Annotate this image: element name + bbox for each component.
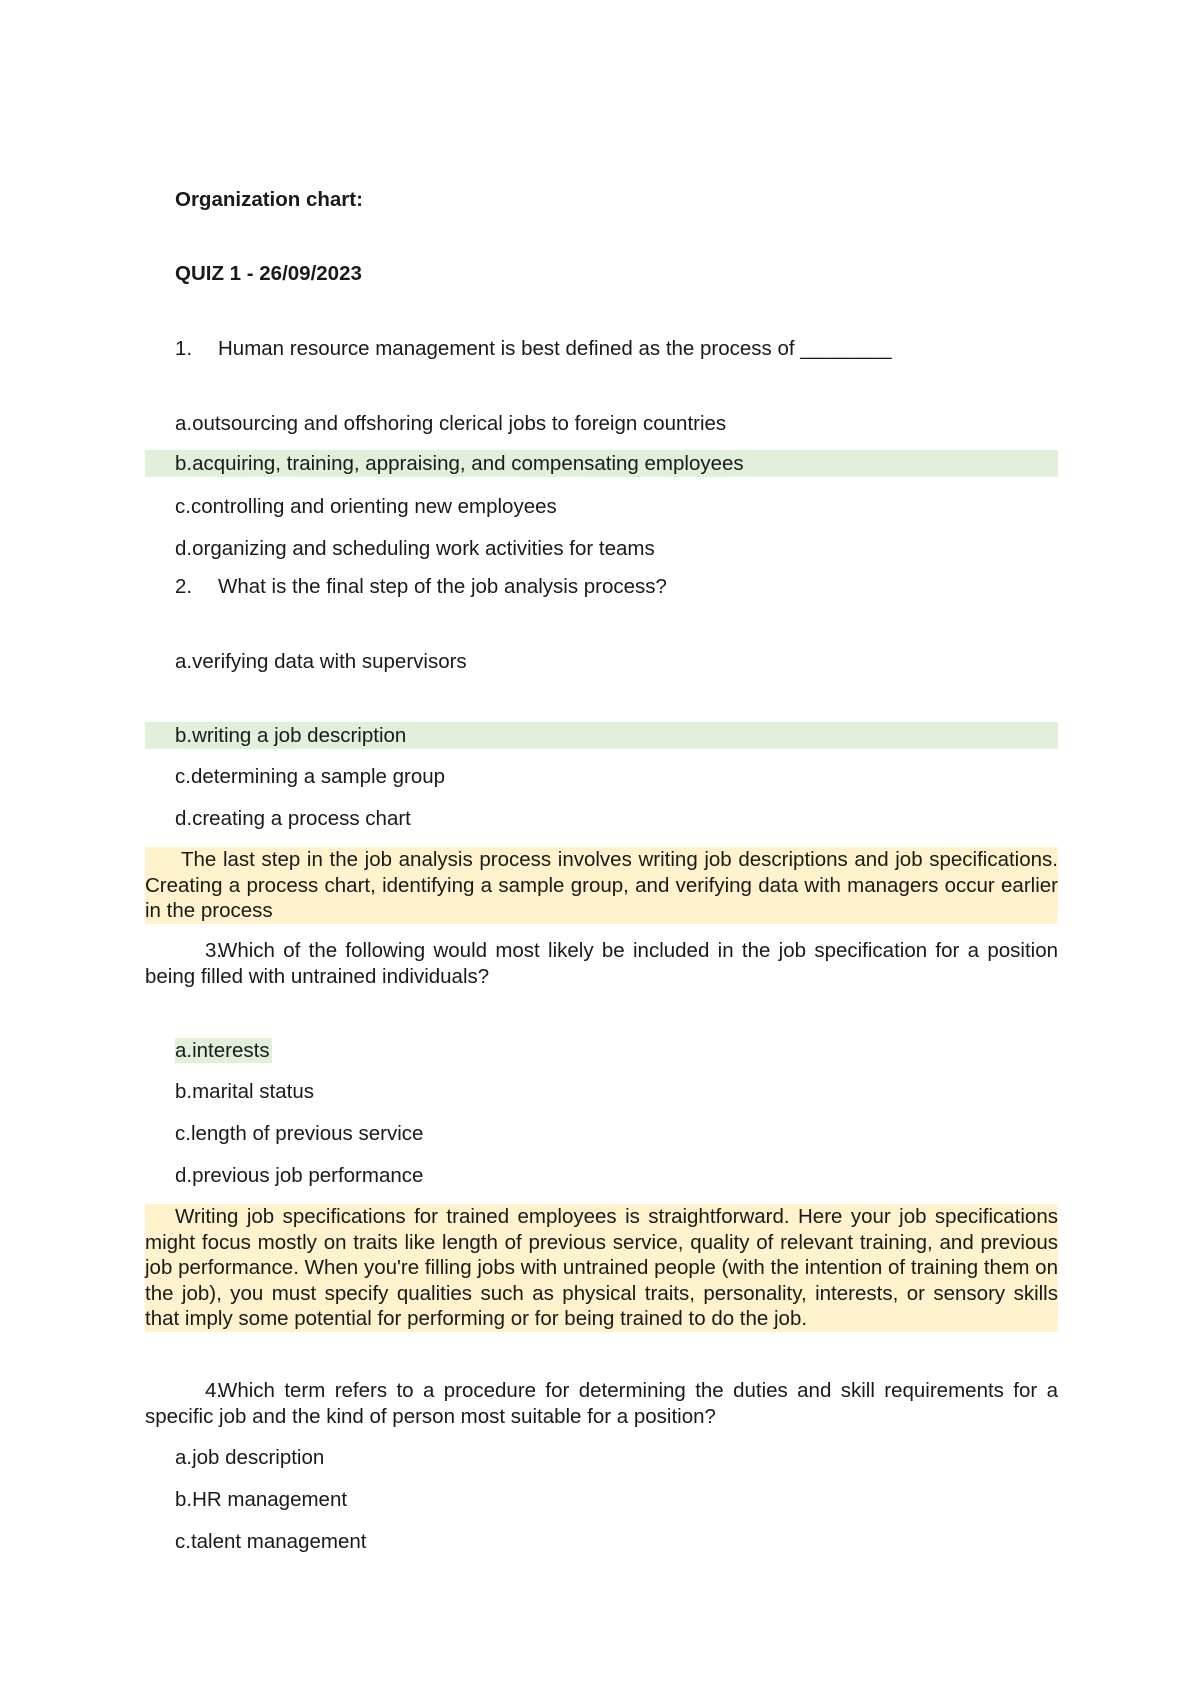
q4-option-b: b.HR management [175,1488,348,1511]
question-2 [175,574,667,600]
question-number: 3. [205,939,223,962]
q1-option-b-correct: b.acquiring, training, appraising, and compensating employees [145,450,1058,477]
q4-option-a: a.job description [175,1446,325,1469]
q1-option-c: c.controlling and orienting new employees [175,495,557,518]
q3-option-a-correct [175,1038,272,1064]
q3-explanation: Writing job specifications for trained employees is straightforward. Here your job specifications might focus mostly on traits like length of previous service, quality of relevant training, and previous job performance. When you're filling jobs with untrained people (with the intention of training them on the job), you must specify qualities such as physical traits, personality, interests, or sensory skills that imply some potential for performing or for being trained to do the job. [145,1205,1058,1330]
q1-option-a: a.outsourcing and offshoring clerical jobs to foreign countries [175,412,727,435]
question-text: Which term refers to a procedure for determining the duties and skill requirements for a specific job and the kind of person most suitable for a position? [145,1379,1058,1428]
q3-option-b: b.marital status [175,1080,314,1103]
q2-option-a: a.verifying data with supervisors [175,650,467,673]
q2-option-d: d.creating a process chart [175,807,411,830]
q3-option-d: d.previous job performance [175,1164,424,1187]
question-1 [175,336,892,362]
question-3 [145,938,1058,989]
q3-option-c: c.length of previous service [175,1122,424,1145]
document-heading: Organization chart: [175,188,363,211]
question-number: 4. [205,1379,223,1402]
q3-option-a-text: a.interests [175,1039,270,1062]
question-text: Which of the following would most likely be included in the job specification for a position being filled with untrained individuals? [145,939,1058,988]
q4-option-c: c.talent management [175,1530,367,1553]
question-number: 1. [175,337,193,360]
question-number: 2. [175,575,193,598]
q2-option-c: c.determining a sample group [175,765,446,788]
q1-option-d: d.organizing and scheduling work activities for teams [175,537,655,560]
question-4 [145,1378,1058,1429]
q2-explanation: The last step in the job analysis process involves writing job descriptions and job specifications. Creating a process chart, identifying a sample group, and verifying data with managers occur earlier in the process [145,848,1058,922]
quiz-title: QUIZ 1 - 26/09/2023 [175,262,362,285]
question-text: Human resource management is best defined as the process of ________ [218,337,892,360]
q2-option-b-correct: b.writing a job description [145,722,1058,749]
question-text: What is the final step of the job analysis process? [218,575,667,598]
